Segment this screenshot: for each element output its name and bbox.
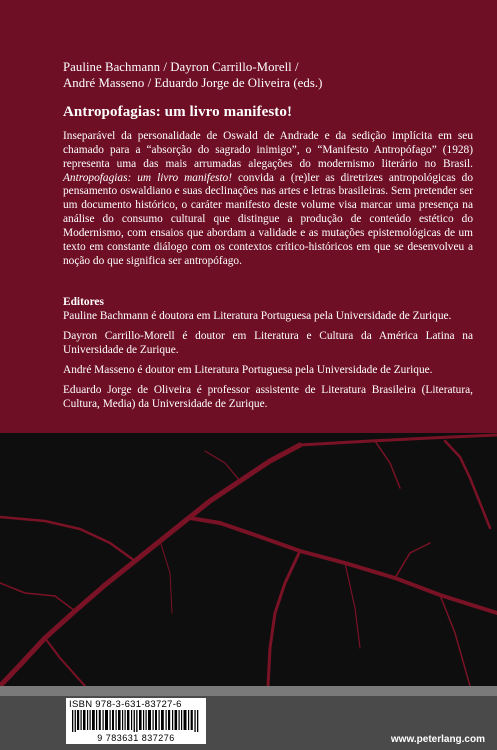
editors-line [63, 60, 463, 91]
book-title: Antropofagias: um livro manifesto! [63, 104, 293, 120]
footer-strip-highlight [0, 686, 497, 696]
editor-bio: André Masseno é doutor em Literatura Portuguesa pela Universidade de Zurique. [63, 363, 433, 376]
cracked-artwork [0, 433, 497, 686]
barcode-bars [72, 710, 200, 732]
editors-line-1: Pauline Bachmann / Dayron Carrillo-Morell / [63, 60, 299, 74]
blurb-italic-title: Antropofagias: um livro manifesto! [63, 171, 232, 184]
red-crack-lines [0, 433, 497, 686]
barcode [66, 698, 206, 744]
blurb [63, 130, 473, 268]
editor-bio: Pauline Bachmann é doutora em Literatura Portuguesa pela Universidade de Zurique. [63, 310, 452, 322]
blurb-part-1: Inseparável da personalidade de Oswald de Andrade e da sedição implícita em seu chamado para a “absorção do sagrado inimigo”, o “Manifesto Antropófago” (1928) representa uma das mais arrumadas alegações do modernismo literário no Brasil. [63, 130, 473, 170]
blurb-paragraph [63, 130, 473, 268]
publisher-website[interactable]: www.peterlang.com [390, 734, 485, 745]
isbn-label: ISBN 978-3-631-83727-6 [69, 699, 182, 710]
ean-digits: 9 783631 837276 [97, 733, 175, 743]
blurb-part-2: convida a (re)ler as diretrizes antropológicas do pensamento oswaldiano e suas declinações nas artes e letras brasileiras. Sem pretender ser um documento histórico, o caráter manifesto deste volume visa marcar uma presença na análise do consumo cultural que distingue a produção de conteúdo estético do Modernismo, com ensaios que abordam a validade e as mutações epistemológicas de um texto em constante diálogo com os contextos crítico-históricos em que se desenvolveu a noção do que significa ser antropófago. [63, 171, 473, 267]
editor-bio: Dayron Carrillo-Morell é doutor em Literatura e Cultura da América Latina na Universidade de Zurique. [63, 329, 473, 356]
editor-bio: Eduardo Jorge de Oliveira é professor assistente de Literatura Brasileira (Literatura, Cultura, Media) da Universidade de Zurique. [63, 383, 473, 410]
editor-bios [63, 310, 473, 417]
editors-line-2: André Masseno / Eduardo Jorge de Oliveira (eds.) [63, 75, 323, 90]
editors-heading: Editores [63, 296, 104, 308]
